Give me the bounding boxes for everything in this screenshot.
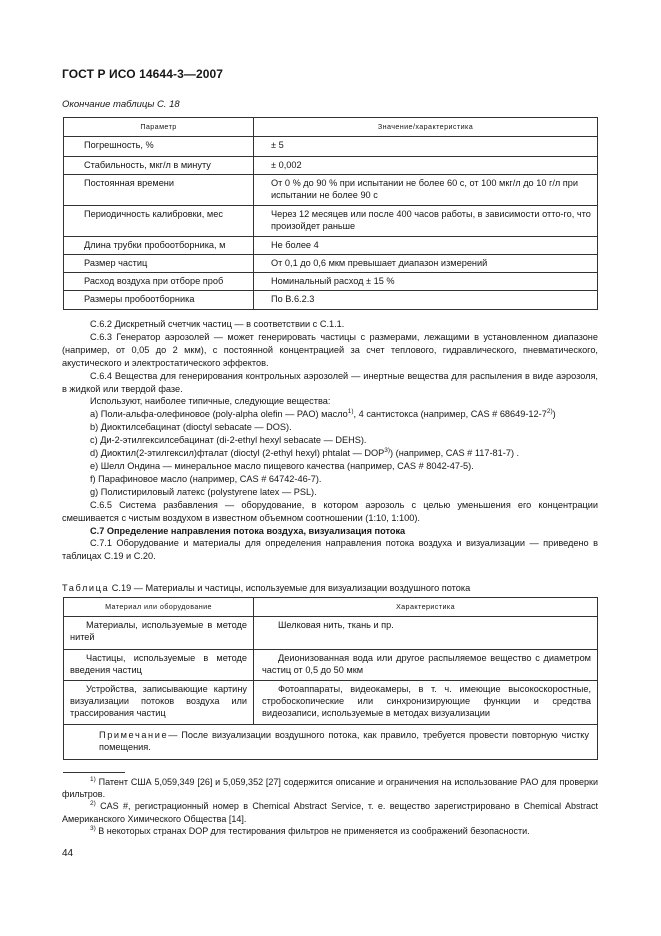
list-item: g) Полистириловый латекс (polystyrene latex — PSL). — [90, 486, 317, 497]
table-row — [64, 237, 598, 255]
table-row — [64, 650, 598, 681]
table-row — [64, 206, 598, 237]
material-cell: Частицы, используемые в методе введения частиц — [64, 650, 254, 681]
table-row — [64, 681, 598, 725]
param-cell: Расход воздуха при отборе проб — [64, 273, 254, 291]
value-cell: Через 12 месяцев или после 400 часов работы, в зависимости отто-го, что произойдет раньше — [254, 206, 598, 237]
table-row — [64, 617, 598, 650]
footnote-separator — [63, 772, 125, 773]
footnote-ref: 3) — [384, 447, 391, 455]
table-row — [64, 175, 598, 206]
param-cell: Погрешность, % — [64, 137, 254, 157]
value-cell: Не более 4 — [254, 237, 598, 255]
footnote: $^{2)}$ CAS #, регистрационный номер в Chemical Abstract Service, т. е. вещество зарегистрировано в Chemical Abstract Американского Химического Общества [14]. — [62, 800, 599, 824]
footnote-ref: 1) — [347, 408, 354, 416]
characteristic-cell: Фотоаппараты, видеокамеры, в т. ч. имеющие высокоскоростные, стробоскопические или синхронизирующие функции и средства видеозаписи, используемые в методах визуализации — [254, 681, 598, 725]
table-row — [64, 157, 598, 175]
paragraph: С.7.1 Оборудование и материалы для определения направления потока воздуха и визуализации — приведено в таблицах С.19 и С.20. — [62, 538, 598, 562]
paragraph: С.6.4 Вещества для генерирования контрольных аэрозолей — инертные вещества для распыления в виде аэрозоля, в жидкой или твердой фазе. — [62, 370, 598, 394]
list-item: b) Диоктилсебацинат (dioctyl sebacate — DOS). — [90, 422, 292, 433]
table-row — [64, 137, 598, 157]
table-header-row — [64, 598, 598, 617]
footnote: $^{1)}$ Патент США 5,059,349 [26] и 5,059,352 [27] содержится описание и ограничения на использование PAO для проверки фильтров. — [62, 776, 598, 800]
param-cell: Стабильность, мкг/л в минуту — [64, 157, 254, 175]
param-cell: Периодичность калибровки, мес — [64, 206, 254, 237]
value-cell: По В.6.2.3 — [254, 291, 598, 310]
table-row — [64, 291, 598, 310]
parameters-table — [63, 117, 598, 310]
param-cell: Размеры пробоотборника — [64, 291, 254, 310]
list-item: e) Шелл Ондина — минеральное масло пищевого качества (например, CAS # 8042-47-5). — [90, 460, 474, 471]
section-heading: С.7 Определение направления потока воздуха, визуализация потока — [90, 525, 406, 536]
column-header-parameter: Параметр — [64, 118, 254, 137]
table-note: Примечание— После визуализации воздушного потока, как правило, требуется провести повторную чистку помещения. — [64, 725, 598, 760]
table-note-row — [64, 725, 598, 760]
value-cell: Номинальный расход ± 15 % — [254, 273, 598, 291]
table-header-row — [64, 118, 598, 137]
param-cell: Длина трубки пробоотборника, м — [64, 237, 254, 255]
column-header-characteristic: Характеристика — [254, 598, 598, 617]
param-cell: Размер частиц — [64, 255, 254, 273]
value-cell: ± 5 — [254, 137, 598, 157]
standard-header: ГОСТ Р ИСО 14644-3—2007 — [62, 67, 224, 81]
value-cell: От 0,1 до 0,6 мкм превышает диапазон измерений — [254, 255, 598, 273]
material-cell: Устройства, записывающие картину визуализации потоков воздуха или трассирования частиц — [64, 681, 254, 725]
list-item: а) Поли-альфа-олефиновое (poly-alpha olefin — PAO) масло$^{1)}$, 4 сантистокса (например, CAS # 68649-12-7$^{2)}$) — [90, 408, 556, 420]
footnote: $^{3)}$ В некоторых странах DOP для тестирования фильтров не применяется из соображений безопасности. — [90, 824, 530, 836]
material-cell: Материалы, используемые в методе нитей — [64, 617, 254, 650]
paragraph: С.6.3 Генератор аэрозолей — может генерировать частицы с размерами, лежащими в установленном диапазоне (например, от 0,05 до 2 мкм), с постоянной концентрацией за счет теплового, гидравлического, пневматического, акустического и электростатического эффектов. — [62, 331, 598, 368]
footnote-ref: 2) — [546, 408, 553, 416]
list-item: f) Парафиновое масло (например, CAS # 64742-46-7). — [90, 473, 322, 484]
visualization-table — [63, 597, 598, 760]
list-item: d) Диоктил(2-этилгексил)фталат (dioctyl (2-ethyl hexyl) phtalat — DOP$^{3)}$) (например, CAS # 117-81-7) . — [90, 447, 520, 459]
table-continuation-caption: Окончание таблицы С. 18 — [62, 99, 180, 110]
column-header-material: Материал или оборудование — [64, 598, 254, 617]
characteristic-cell: Шелковая нить, ткань и пр. — [254, 617, 598, 650]
param-cell: Постоянная времени — [64, 175, 254, 206]
value-cell: ± 0,002 — [254, 157, 598, 175]
table-row — [64, 255, 598, 273]
column-header-value: Значение/характеристика — [254, 118, 598, 137]
body-text — [62, 318, 598, 563]
paragraph: С.6.2 Дискретный счетчик частиц — в соответствии с С.1.1. — [90, 319, 345, 329]
page-number: 44 — [62, 848, 74, 859]
value-cell: От 0 % до 90 % при испытании не более 60 с, от 100 мкг/л до 10 г/л при испытании не более 90 с — [254, 175, 598, 206]
paragraph: Используют, наиболее типичные, следующие вещества: — [90, 396, 331, 407]
footnotes — [62, 776, 598, 837]
characteristic-cell: Деионизованная вода или другое распыляемое вещество с диаметром частиц от 0,5 до 50 мкм — [254, 650, 598, 681]
paragraph: С.6.5 Система разбавления — оборудование, в котором аэрозоль с целью уменьшения его концентрации смешивается с чистым воздухом в известном объемном соотношении (1:10, 1:100). — [62, 499, 598, 523]
list-item: c) Ди-2-этилгексилсебацинат (di-2-ethyl hexyl sebacate — DEHS). — [90, 435, 367, 446]
table-caption: Таблица С.19 — Материалы и частицы, используемые для визуализации воздушного потока — [62, 583, 471, 593]
table-row — [64, 273, 598, 291]
